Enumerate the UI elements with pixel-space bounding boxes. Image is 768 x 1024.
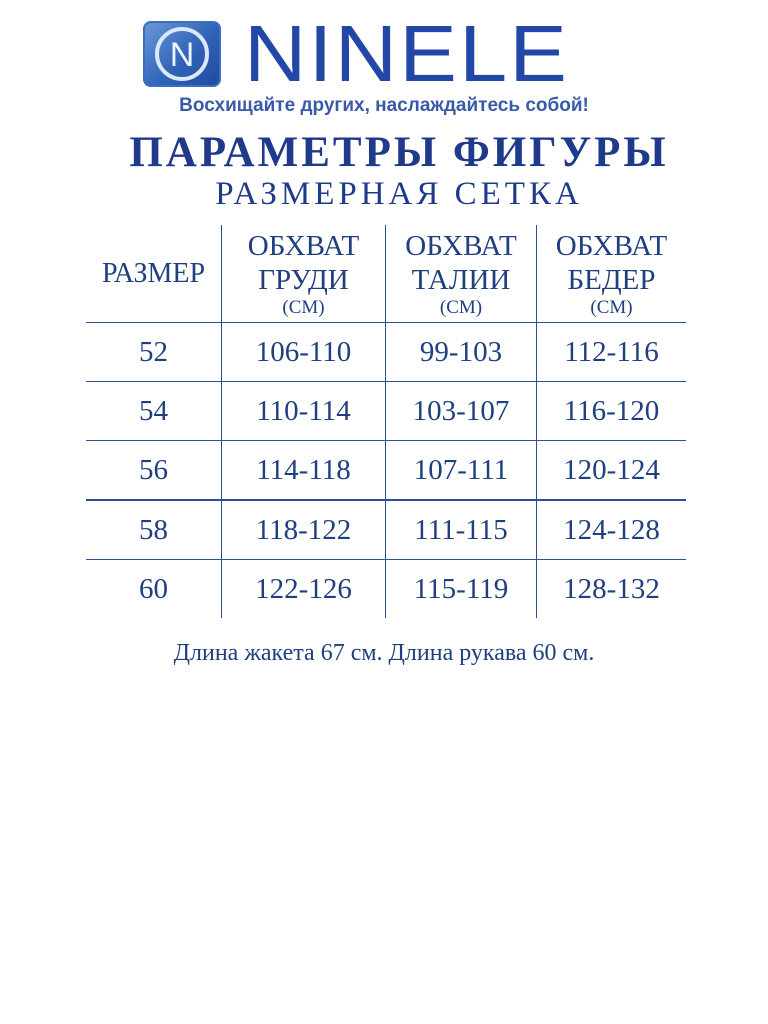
logo-letter: N bbox=[169, 36, 195, 74]
cell-hips: 128-132 bbox=[537, 560, 687, 619]
header-waist-line2: ТАЛИИ bbox=[411, 263, 511, 296]
header-size-label: РАЗМЕР bbox=[101, 257, 206, 289]
cell-size: 56 bbox=[86, 441, 222, 501]
header-hips bbox=[537, 225, 687, 323]
cell-waist: 115-119 bbox=[386, 560, 537, 619]
table-row bbox=[86, 382, 686, 441]
cell-chest: 114-118 bbox=[222, 441, 386, 501]
cell-chest: 110-114 bbox=[222, 382, 386, 441]
cell-hips: 120-124 bbox=[537, 441, 687, 501]
header-size bbox=[86, 225, 222, 323]
header-waist-unit: (СМ) bbox=[439, 296, 483, 318]
cell-size: 54 bbox=[86, 382, 222, 441]
cell-hips: 112-116 bbox=[537, 323, 687, 382]
cell-chest: 122-126 bbox=[222, 560, 386, 619]
cell-hips: 124-128 bbox=[537, 500, 687, 560]
garment-length-note: Длина жакета 67 см. Длина рукава 60 см. bbox=[173, 640, 595, 666]
table-row bbox=[86, 560, 686, 619]
cell-waist: 103-107 bbox=[386, 382, 537, 441]
header-chest-line1: ОБХВАТ bbox=[247, 229, 360, 262]
cell-chest: 118-122 bbox=[222, 500, 386, 560]
header-waist-line1: ОБХВАТ bbox=[405, 229, 517, 262]
header-hips-unit: (СМ) bbox=[590, 296, 633, 318]
cell-size: 58 bbox=[86, 500, 222, 560]
cell-hips: 116-120 bbox=[537, 382, 687, 441]
cell-waist: 99-103 bbox=[386, 323, 537, 382]
logo-icon bbox=[143, 21, 221, 87]
cell-waist: 111-115 bbox=[386, 500, 537, 560]
cell-chest: 106-110 bbox=[222, 323, 386, 382]
brand-name: NINELE bbox=[244, 9, 570, 98]
header-waist bbox=[386, 225, 537, 323]
table-row bbox=[86, 323, 686, 382]
table-row bbox=[86, 500, 686, 560]
brand-tagline: Восхищайте других, наслаждайтесь собой! bbox=[179, 95, 589, 116]
page-title: ПАРАМЕТРЫ ФИГУРЫ bbox=[129, 129, 669, 176]
cell-size: 60 bbox=[86, 560, 222, 619]
header-chest bbox=[222, 225, 386, 323]
header-hips-line1: ОБХВАТ bbox=[555, 229, 668, 262]
header-chest-unit: (СМ) bbox=[282, 296, 325, 318]
brand-header bbox=[0, 9, 768, 98]
page-subtitle: РАЗМЕРНАЯ СЕТКА bbox=[215, 176, 583, 212]
header-hips-line2: БЕДЕР bbox=[567, 263, 656, 296]
header-chest-line2: ГРУДИ bbox=[258, 263, 349, 296]
cell-size: 52 bbox=[86, 323, 222, 382]
size-chart-table bbox=[86, 225, 686, 618]
table-header-row bbox=[86, 225, 686, 323]
cell-waist: 107-111 bbox=[386, 441, 537, 501]
table-row bbox=[86, 441, 686, 501]
